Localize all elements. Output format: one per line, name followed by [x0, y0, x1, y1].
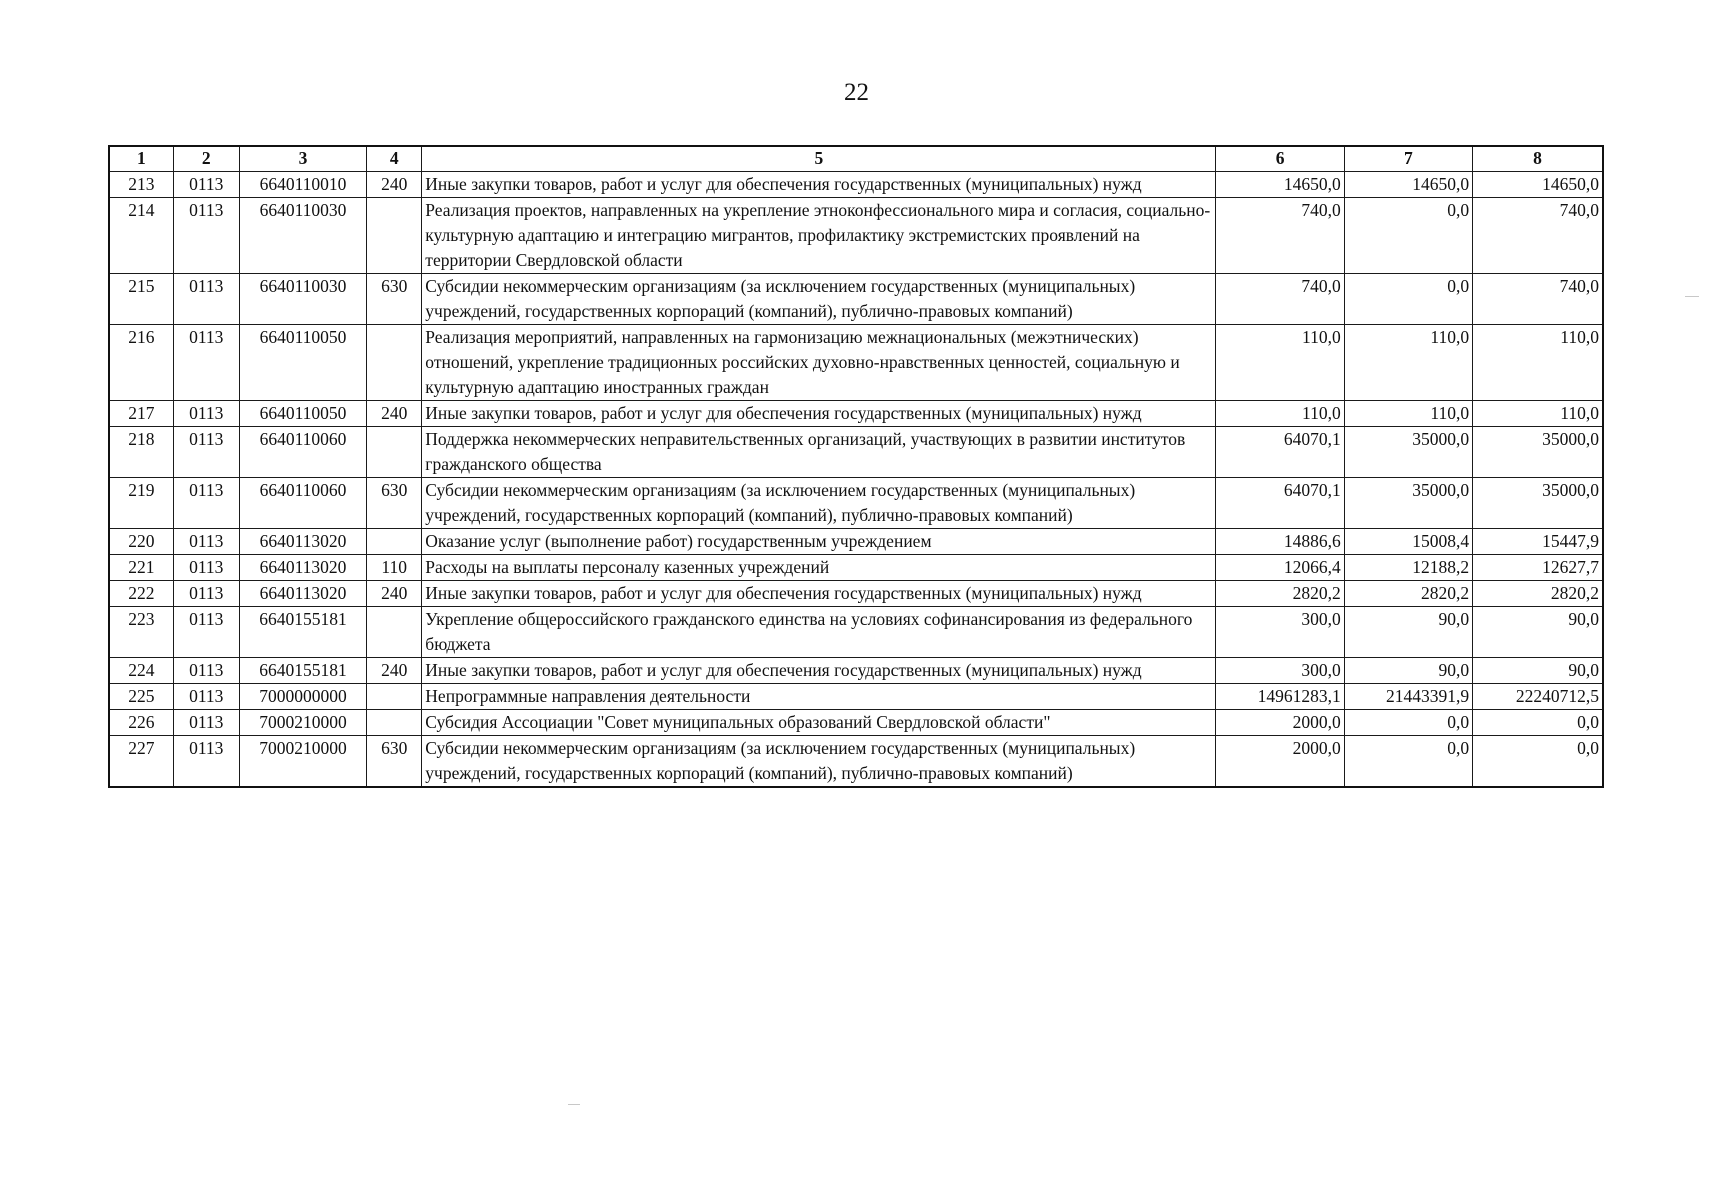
target-code: 6640110010 [239, 172, 366, 198]
amount-col-6: 2000,0 [1216, 736, 1344, 788]
table-row [109, 581, 1603, 607]
table-row [109, 198, 1603, 274]
amount-col-7: 0,0 [1344, 274, 1472, 325]
expense-name: Иные закупки товаров, работ и услуг для обеспечения государственных (муниципальных) нужд [422, 581, 1216, 607]
expense-kind [367, 325, 422, 401]
amount-col-8: 110,0 [1473, 325, 1603, 401]
amount-col-8: 740,0 [1473, 274, 1603, 325]
table-row [109, 710, 1603, 736]
amount-col-8: 740,0 [1473, 198, 1603, 274]
header-col-7: 7 [1344, 146, 1472, 172]
expense-name: Оказание услуг (выполнение работ) государственным учреждением [422, 529, 1216, 555]
amount-col-7: 35000,0 [1344, 478, 1472, 529]
row-number: 218 [109, 427, 173, 478]
table-row [109, 736, 1603, 788]
amount-col-7: 12188,2 [1344, 555, 1472, 581]
section-code: 0113 [173, 325, 239, 401]
table-row [109, 401, 1603, 427]
row-number: 214 [109, 198, 173, 274]
amount-col-7: 0,0 [1344, 736, 1472, 788]
header-col-3: 3 [239, 146, 366, 172]
table-row [109, 555, 1603, 581]
amount-col-7: 110,0 [1344, 401, 1472, 427]
amount-col-7: 2820,2 [1344, 581, 1472, 607]
amount-col-7: 15008,4 [1344, 529, 1472, 555]
amount-col-6: 300,0 [1216, 658, 1344, 684]
section-code: 0113 [173, 581, 239, 607]
header-col-5: 5 [422, 146, 1216, 172]
section-code: 0113 [173, 684, 239, 710]
amount-col-8: 90,0 [1473, 607, 1603, 658]
amount-col-7: 110,0 [1344, 325, 1472, 401]
expense-name: Иные закупки товаров, работ и услуг для обеспечения государственных (муниципальных) нужд [422, 172, 1216, 198]
table-row [109, 529, 1603, 555]
amount-col-6: 740,0 [1216, 274, 1344, 325]
amount-col-7: 90,0 [1344, 658, 1472, 684]
header-col-6: 6 [1216, 146, 1344, 172]
amount-col-6: 2820,2 [1216, 581, 1344, 607]
section-code: 0113 [173, 658, 239, 684]
section-code: 0113 [173, 555, 239, 581]
amount-col-6: 14961283,1 [1216, 684, 1344, 710]
expense-kind: 110 [367, 555, 422, 581]
section-code: 0113 [173, 274, 239, 325]
header-col-4: 4 [367, 146, 422, 172]
table-row [109, 478, 1603, 529]
amount-col-6: 110,0 [1216, 325, 1344, 401]
row-number: 226 [109, 710, 173, 736]
header-col-1: 1 [109, 146, 173, 172]
table-row [109, 427, 1603, 478]
amount-col-7: 14650,0 [1344, 172, 1472, 198]
header-col-2: 2 [173, 146, 239, 172]
target-code: 6640155181 [239, 658, 366, 684]
amount-col-8: 35000,0 [1473, 478, 1603, 529]
expense-name: Поддержка некоммерческих неправительственных организаций, участвующих в развитии институтов гражданского общества [422, 427, 1216, 478]
target-code: 6640110060 [239, 427, 366, 478]
amount-col-6: 14886,6 [1216, 529, 1344, 555]
row-number: 217 [109, 401, 173, 427]
row-number: 213 [109, 172, 173, 198]
section-code: 0113 [173, 198, 239, 274]
row-number: 219 [109, 478, 173, 529]
section-code: 0113 [173, 401, 239, 427]
expense-kind [367, 684, 422, 710]
row-number: 215 [109, 274, 173, 325]
header-row [109, 146, 1603, 172]
expense-kind: 630 [367, 736, 422, 788]
section-code: 0113 [173, 710, 239, 736]
expense-kind [367, 710, 422, 736]
expense-name: Укрепление общероссийского гражданского единства на условиях софинансирования из федерального бюджета [422, 607, 1216, 658]
row-number: 220 [109, 529, 173, 555]
row-number: 221 [109, 555, 173, 581]
expense-name: Субсидии некоммерческим организациям (за исключением государственных (муниципальных) учреждений, государственных корпораций (компаний), публично-правовых компаний) [422, 274, 1216, 325]
table-header [109, 146, 1603, 172]
amount-col-6: 64070,1 [1216, 427, 1344, 478]
row-number: 216 [109, 325, 173, 401]
expense-kind [367, 198, 422, 274]
table-row [109, 325, 1603, 401]
amount-col-8: 22240712,5 [1473, 684, 1603, 710]
row-number: 224 [109, 658, 173, 684]
amount-col-7: 90,0 [1344, 607, 1472, 658]
amount-col-6: 300,0 [1216, 607, 1344, 658]
expense-name: Реализация проектов, направленных на укрепление этноконфессионального мира и согласия, социально-культурную адаптацию и интеграцию мигрантов, профилактику экстремистских проявлений на территории Свердловской области [422, 198, 1216, 274]
table-row [109, 684, 1603, 710]
target-code: 6640110060 [239, 478, 366, 529]
target-code: 6640113020 [239, 581, 366, 607]
amount-col-7: 35000,0 [1344, 427, 1472, 478]
expense-name: Иные закупки товаров, работ и услуг для обеспечения государственных (муниципальных) нужд [422, 658, 1216, 684]
amount-col-6: 110,0 [1216, 401, 1344, 427]
section-code: 0113 [173, 172, 239, 198]
amount-col-6: 2000,0 [1216, 710, 1344, 736]
row-number: 225 [109, 684, 173, 710]
expense-kind: 630 [367, 478, 422, 529]
target-code: 7000210000 [239, 710, 366, 736]
expense-name: Непрограммные направления деятельности [422, 684, 1216, 710]
amount-col-7: 21443391,9 [1344, 684, 1472, 710]
amount-col-6: 740,0 [1216, 198, 1344, 274]
expense-kind: 240 [367, 401, 422, 427]
section-code: 0113 [173, 529, 239, 555]
target-code: 6640110050 [239, 325, 366, 401]
expense-name: Субсидия Ассоциации "Совет муниципальных образований Свердловской области" [422, 710, 1216, 736]
expense-name: Иные закупки товаров, работ и услуг для обеспечения государственных (муниципальных) нужд [422, 401, 1216, 427]
amount-col-8: 14650,0 [1473, 172, 1603, 198]
section-code: 0113 [173, 736, 239, 788]
target-code: 6640110050 [239, 401, 366, 427]
amount-col-8: 90,0 [1473, 658, 1603, 684]
row-number: 223 [109, 607, 173, 658]
expense-kind: 240 [367, 658, 422, 684]
amount-col-8: 0,0 [1473, 736, 1603, 788]
budget-table [108, 145, 1604, 788]
amount-col-6: 64070,1 [1216, 478, 1344, 529]
section-code: 0113 [173, 478, 239, 529]
section-code: 0113 [173, 607, 239, 658]
section-code: 0113 [173, 427, 239, 478]
expense-kind [367, 529, 422, 555]
expense-name: Субсидии некоммерческим организациям (за исключением государственных (муниципальных) учреждений, государственных корпораций (компаний), публично-правовых компаний) [422, 478, 1216, 529]
page-number: 22 [844, 79, 869, 106]
amount-col-8: 0,0 [1473, 710, 1603, 736]
expense-name: Расходы на выплаты персоналу казенных учреждений [422, 555, 1216, 581]
expense-name: Субсидии некоммерческим организациям (за исключением государственных (муниципальных) учреждений, государственных корпораций (компаний), публично-правовых компаний) [422, 736, 1216, 788]
target-code: 6640110030 [239, 198, 366, 274]
expense-kind: 240 [367, 581, 422, 607]
target-code: 6640113020 [239, 529, 366, 555]
row-number: 222 [109, 581, 173, 607]
amount-col-8: 2820,2 [1473, 581, 1603, 607]
target-code: 6640113020 [239, 555, 366, 581]
expense-name: Реализация мероприятий, направленных на гармонизацию межнациональных (межэтнических) отношений, укрепление традиционных российских духовно-нравственных ценностей, социальную и культурную адаптацию иностранных граждан [422, 325, 1216, 401]
target-code: 7000210000 [239, 736, 366, 788]
table-row [109, 172, 1603, 198]
row-number: 227 [109, 736, 173, 788]
expense-kind: 240 [367, 172, 422, 198]
target-code: 6640110030 [239, 274, 366, 325]
expense-kind [367, 427, 422, 478]
amount-col-6: 14650,0 [1216, 172, 1344, 198]
amount-col-8: 12627,7 [1473, 555, 1603, 581]
expense-kind [367, 607, 422, 658]
table-row [109, 658, 1603, 684]
table-row [109, 607, 1603, 658]
scan-artifact [1685, 296, 1699, 297]
amount-col-7: 0,0 [1344, 198, 1472, 274]
amount-col-8: 35000,0 [1473, 427, 1603, 478]
header-col-8: 8 [1473, 146, 1603, 172]
table-body [109, 172, 1603, 788]
table-row [109, 274, 1603, 325]
expense-kind: 630 [367, 274, 422, 325]
amount-col-8: 15447,9 [1473, 529, 1603, 555]
amount-col-6: 12066,4 [1216, 555, 1344, 581]
amount-col-8: 110,0 [1473, 401, 1603, 427]
amount-col-7: 0,0 [1344, 710, 1472, 736]
scan-artifact [568, 1104, 580, 1105]
target-code: 7000000000 [239, 684, 366, 710]
target-code: 6640155181 [239, 607, 366, 658]
